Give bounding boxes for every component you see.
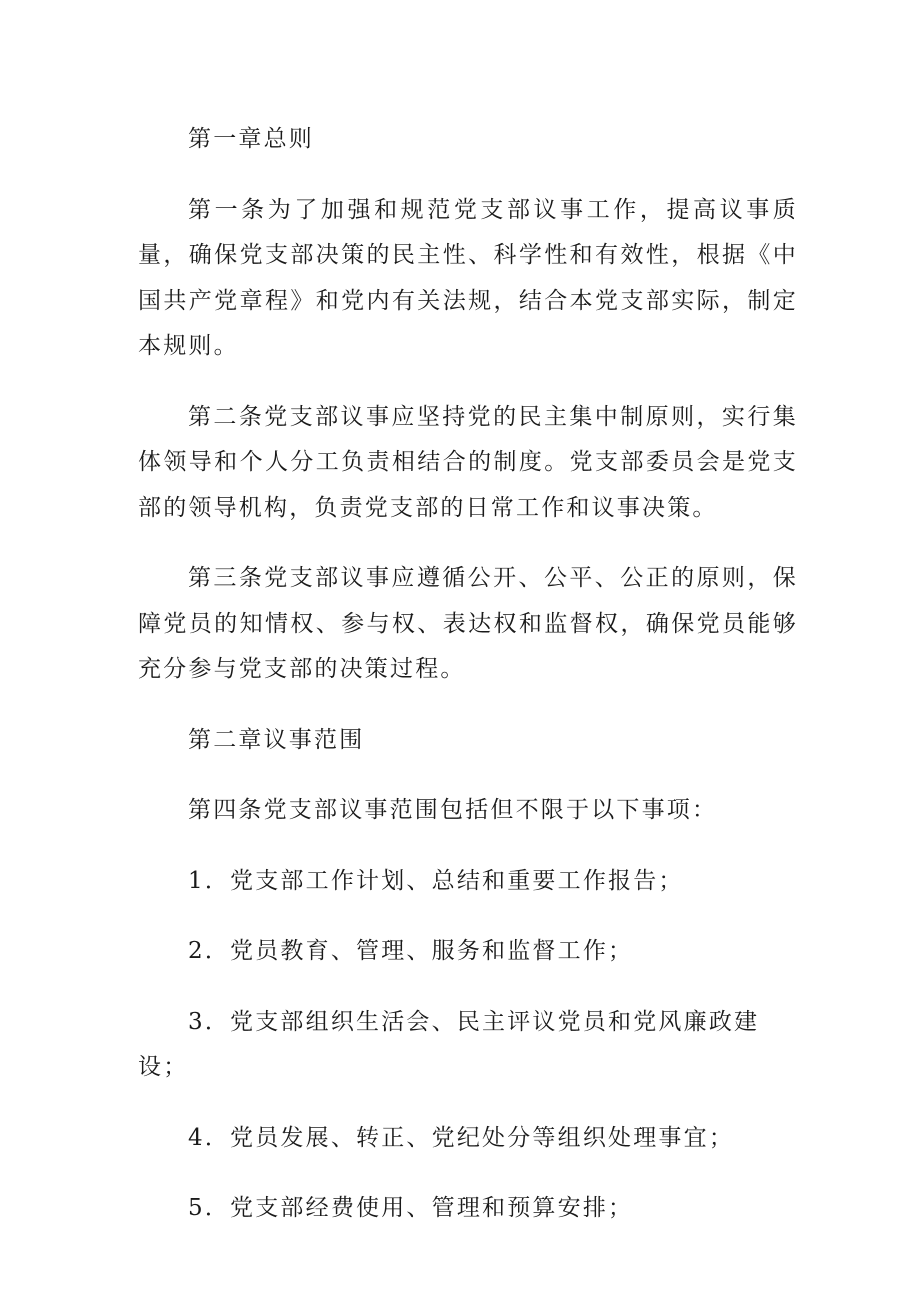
list-item: 4．党员发展、转正、党纪处分等组织处理事宜； [188, 1124, 735, 1151]
document-body [138, 117, 798, 1257]
list-item: 2．党员教育、管理、服务和监督工作； [188, 938, 634, 964]
article-2: 第二条党支部议事应坚持党的民主集中制原则，实行集体领导和个人分工负责相结合的制度。党支部委员会是党支部的领导机构，负责党支部的日常工作和议事决策。 [138, 403, 798, 521]
article-1: 第一条为了加强和规范党支部议事工作，提高议事质量，确保党支部决策的民主性、科学性和有效性，根据《中国共产党章程》和党内有关法规，结合本党支部实际，制定本规则。 [138, 196, 798, 359]
list-item: 1．党支部工作计划、总结和重要工作报告； [188, 867, 684, 894]
article-3: 第三条党支部议事应遵循公开、公平、公正的原则，保障党员的知情权、参与权、表达权和监督权，确保党员能够充分参与党支部的决策过程。 [138, 565, 798, 682]
list-item: 5．党支部经费使用、管理和预算安排； [188, 1195, 634, 1221]
chapter-2-title: 第二章议事范围 [188, 726, 365, 753]
list-item: 3．党支部组织生活会、民主评议党员和党风廉政建设； [138, 1008, 760, 1080]
chapter-1-title: 第一章总则 [188, 126, 314, 152]
article-4: 第四条党支部议事范围包括但不限于以下事项： [188, 797, 718, 823]
